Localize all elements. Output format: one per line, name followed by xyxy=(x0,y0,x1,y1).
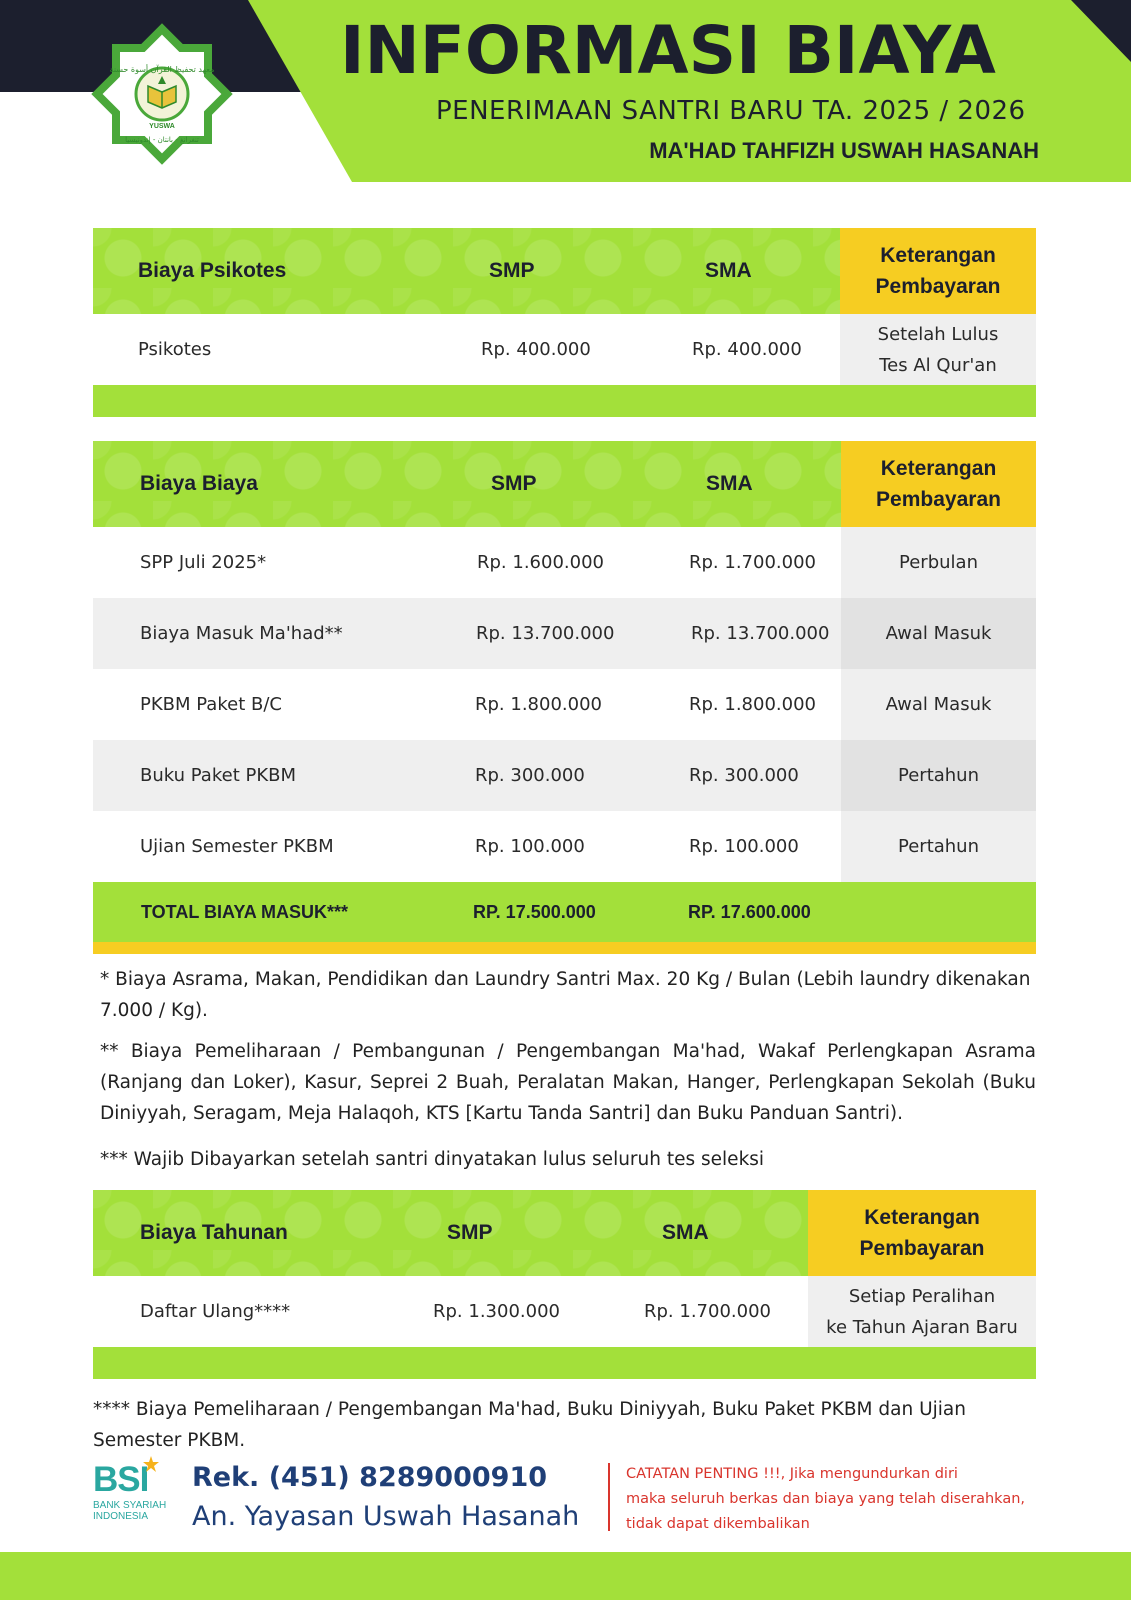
cell-keterangan: Awal Masuk xyxy=(841,598,1036,669)
cell-sma: Rp. 400.000 xyxy=(692,339,802,360)
bsi-logo xyxy=(93,1460,173,1526)
institution-name: MA'HAD TAHFIZH USWAH HASANAH xyxy=(649,138,1039,163)
header-smp: SMP xyxy=(491,472,537,495)
table-header xyxy=(93,228,1036,314)
star-icon xyxy=(143,1456,159,1472)
cell-sma: Rp. 13.700.000 xyxy=(691,623,830,644)
cell-keterangan: Perbulan xyxy=(841,527,1036,598)
cell-keterangan xyxy=(808,1276,1036,1347)
catatan-line2: maka seluruh berkas dan biaya yang telah diserahkan, xyxy=(626,1491,1026,1507)
cell-item: PKBM Paket B/C xyxy=(140,694,282,715)
table-row xyxy=(93,527,1036,598)
page-title: INFORMASI BIAYA xyxy=(340,12,996,89)
note-biaya-masuk: ** Biaya Pemeliharaan / Pembangunan / Pengembangan Ma'had, Wakaf Perlengkapan Asrama (Ranjang dan Loker), Kasur, Seprei 2 Buah, Peralatan Makan, Hanger, Perlengkapan Sekolah (Buku Diniyyah, Seragam, Meja Halaqoh, KTS [Kartu Tanda Santri] dan Buku Panduan Santri). xyxy=(100,1041,1036,1124)
header-item: Biaya Biaya xyxy=(140,472,258,495)
catatan-penting xyxy=(626,1462,1066,1537)
cell-smp: Rp. 1.300.000 xyxy=(433,1301,560,1322)
note-daftar-ulang: **** Biaya Pemeliharaan / Pengembangan Ma'had, Buku Diniyyah, Buku Paket PKBM dan Ujian Semester PKBM. xyxy=(93,1399,966,1451)
page-subtitle: PENERIMAAN SANTRI BARU TA. 2025 / 2026 xyxy=(436,96,1026,126)
cell-smp: Rp. 400.000 xyxy=(481,339,591,360)
bsi-sub-line1: BANK SYARIAH xyxy=(93,1500,167,1511)
cell-item: Biaya Masuk Ma'had** xyxy=(140,623,343,644)
header-keterangan xyxy=(840,228,1036,314)
table-row xyxy=(93,598,1036,669)
bsi-sub-line2: INDONESIA xyxy=(93,1511,149,1522)
cell-keterangan: Pertahun xyxy=(841,740,1036,811)
header-ket-line1: Keterangan xyxy=(880,457,997,480)
header-item: Biaya Psikotes xyxy=(138,259,287,282)
cell-sma: Rp. 1.700.000 xyxy=(689,552,816,573)
header-keterangan xyxy=(841,441,1036,527)
cell-sma: Rp. 300.000 xyxy=(689,765,799,786)
cell-item: SPP Juli 2025* xyxy=(140,552,267,573)
header-keterangan xyxy=(808,1190,1036,1276)
cell-sma: Rp. 1.800.000 xyxy=(689,694,816,715)
table-row xyxy=(93,740,1036,811)
total-sma: RP. 17.600.000 xyxy=(688,901,811,922)
table-row xyxy=(93,1276,1036,1347)
cell-ket-line1: Setiap Peralihan xyxy=(848,1285,996,1307)
table-row xyxy=(93,669,1036,740)
total-label: TOTAL BIAYA MASUK*** xyxy=(141,901,349,922)
header-smp: SMP xyxy=(447,1221,493,1244)
cell-ket-line2: Tes Al Qur'an xyxy=(879,354,997,376)
yuswa-logo xyxy=(86,14,238,182)
cell-smp: Rp. 100.000 xyxy=(475,836,585,857)
table-header xyxy=(93,1190,1036,1276)
cell-ket-line1: Setelah Lulus xyxy=(877,323,999,345)
catatan-line3: tidak dapat dikembalikan xyxy=(626,1516,810,1532)
cell-smp: Rp. 1.800.000 xyxy=(475,694,602,715)
table-row xyxy=(93,314,1036,385)
cell-ket-line2: ke Tahun Ajaran Baru xyxy=(826,1316,1018,1338)
catatan-divider xyxy=(608,1463,610,1531)
footer-green-bar xyxy=(0,1552,1131,1600)
logo-arabic-top: معهد تحفيظ القرآن أسوة حسنة xyxy=(109,65,215,74)
total-accent-strip xyxy=(93,942,1036,954)
table-footer-bar xyxy=(93,1347,1036,1379)
cell-keterangan: Pertahun xyxy=(841,811,1036,882)
bsi-logo-text: BSI xyxy=(93,1460,149,1499)
cell-smp: Rp. 1.600.000 xyxy=(477,552,604,573)
cell-smp: Rp. 300.000 xyxy=(475,765,585,786)
header-sma: SMA xyxy=(705,259,752,282)
cell-smp: Rp. 13.700.000 xyxy=(476,623,615,644)
table-header xyxy=(93,441,1036,527)
note-asrama: * Biaya Asrama, Makan, Pendidikan dan Laundry Santri Max. 20 Kg / Bulan (Lebih laundry dikenakan 7.000 / Kg). xyxy=(100,969,1031,1021)
note-wajib: *** Wajib Dibayarkan setelah santri dinyatakan lulus seluruh tes seleksi xyxy=(100,1149,765,1170)
psikotes-table xyxy=(93,228,1036,417)
header-ket-line1: Keterangan xyxy=(864,1206,980,1229)
table-footer-bar xyxy=(93,385,1036,417)
header-sma: SMA xyxy=(662,1221,709,1244)
cell-item: Buku Paket PKBM xyxy=(140,765,297,786)
cell-item: Ujian Semester PKBM xyxy=(140,836,334,857)
bsi-logo-subtitle xyxy=(93,1500,166,1522)
header-sma: SMA xyxy=(706,472,753,495)
cell-keterangan: Awal Masuk xyxy=(841,669,1036,740)
tahunan-table xyxy=(93,1190,1036,1379)
bank-account-name: An. Yayasan Uswah Hasanah xyxy=(192,1501,580,1532)
bank-account-number: Rek. (451) 8289000910 xyxy=(192,1462,548,1493)
logo-arabic-bottom: تنغرانغ - بانتان - إندونيسيا xyxy=(125,136,199,144)
table-row xyxy=(93,811,1036,882)
cell-sma: Rp. 1.700.000 xyxy=(644,1301,771,1322)
header-ket-line2: Pembayaran xyxy=(876,488,1001,511)
header-smp: SMP xyxy=(489,259,535,282)
header-item: Biaya Tahunan xyxy=(140,1221,288,1244)
header-ket-line1: Keterangan xyxy=(880,244,996,267)
cell-sma: Rp. 100.000 xyxy=(689,836,799,857)
cell-item: Psikotes xyxy=(138,339,212,360)
logo-acronym: YUSWA xyxy=(149,123,175,130)
header-ket-line2: Pembayaran xyxy=(875,275,1001,298)
biaya-table xyxy=(93,441,1036,954)
cell-item: Daftar Ulang**** xyxy=(140,1301,291,1322)
cell-keterangan xyxy=(840,314,1036,385)
total-smp: RP. 17.500.000 xyxy=(473,901,596,922)
total-row xyxy=(93,882,1036,942)
header-ket-line2: Pembayaran xyxy=(859,1237,985,1260)
catatan-line1: CATATAN PENTING !!!, Jika mengundurkan diri xyxy=(626,1466,958,1482)
